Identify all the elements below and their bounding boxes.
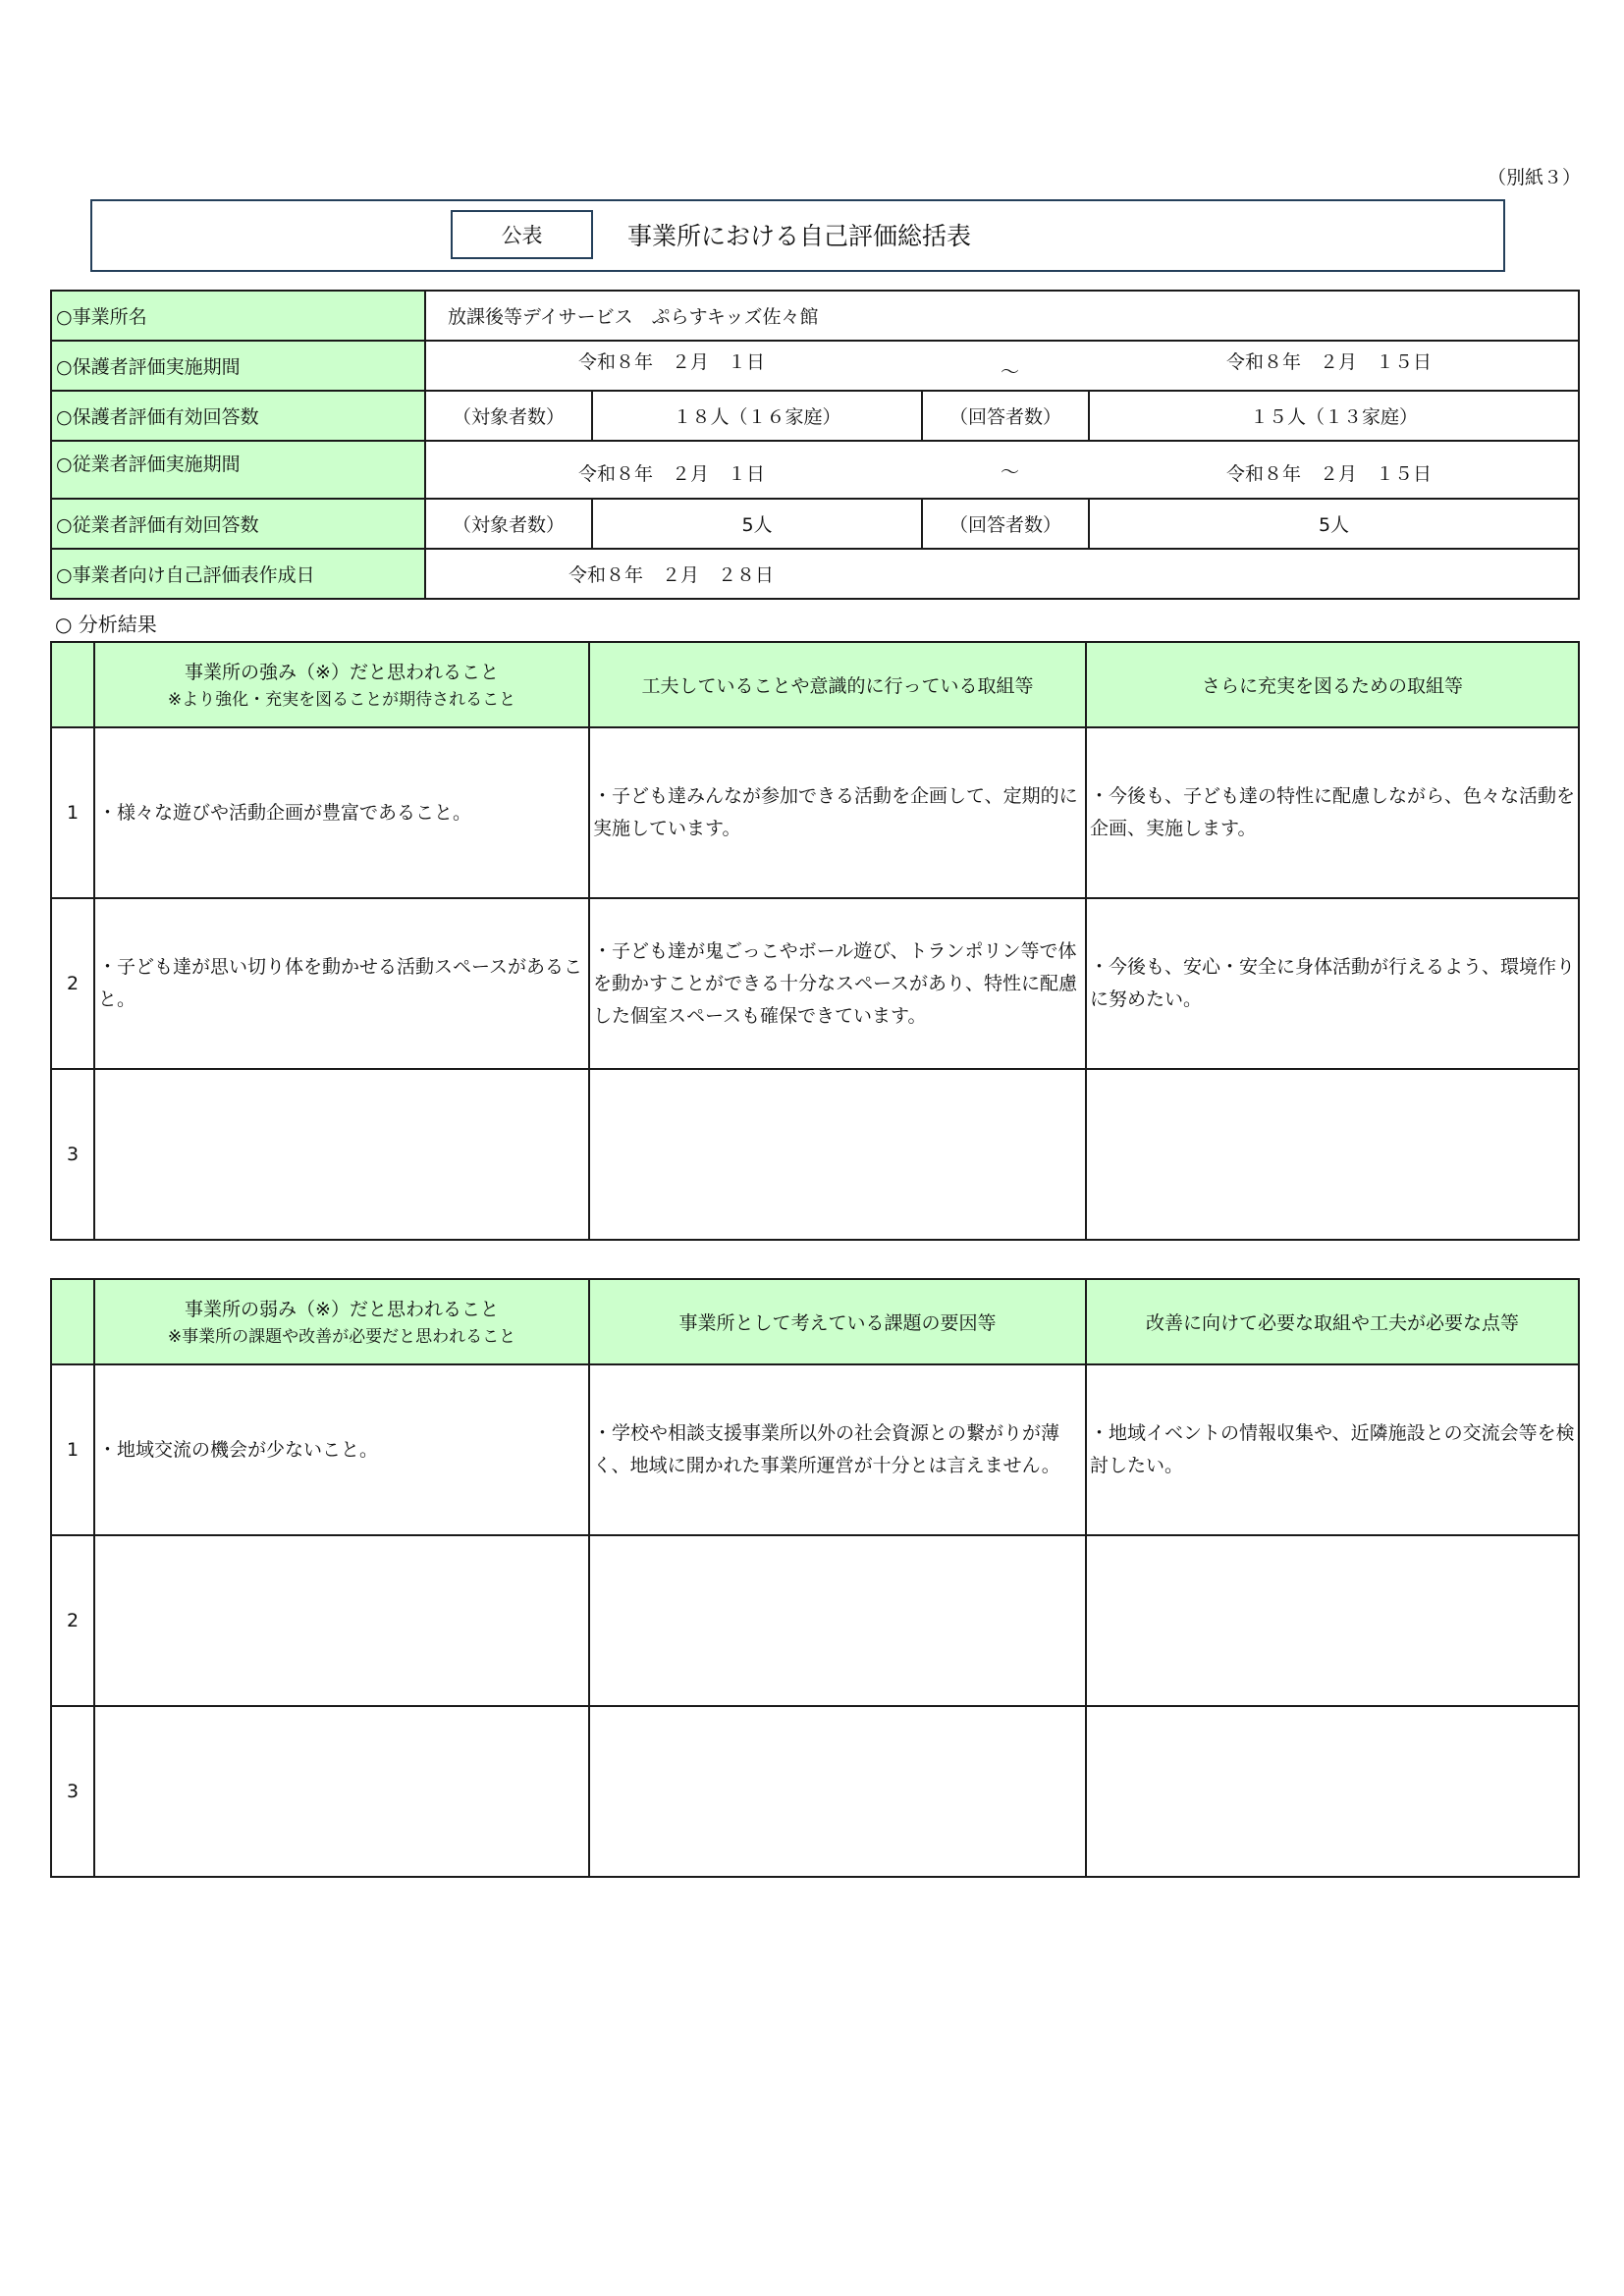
cause-cell [589,1535,1086,1706]
strengths-header-row [51,642,1579,727]
staff-respondent-label: （回答者数） [922,499,1089,549]
analysis-section-label: ○ 分析結果 [55,613,157,636]
strengths-header-col1-note: ※より強化・充実を図ることが期待されること [167,689,516,710]
table-row [51,898,1579,1069]
staff-target-value: 5人 [592,499,922,549]
guardian-target-label: （対象者数） [425,391,592,441]
enhancement-cell [1086,1069,1579,1240]
facility-name-label: ○事業所名 [51,291,425,341]
guardian-respondent-value: １５人（１３家庭） [1089,391,1579,441]
row-number: 1 [51,1364,94,1535]
info-row-facility-name [51,291,1579,341]
staff-period-value [425,441,1579,499]
strengths-table [50,641,1580,1241]
weakness-cell [94,1535,589,1706]
weakness-cell: ・地域交流の機会が少ないこと。 [94,1364,589,1535]
info-row-created-date [51,549,1579,599]
row-number: 2 [51,1535,94,1706]
guardian-period-label: ○保護者評価実施期間 [51,341,425,391]
table-row [51,1535,1579,1706]
improvement-cell: ・地域イベントの情報収集や、近隣施設との交流会等を検討したい。 [1086,1364,1579,1535]
weaknesses-header-col1-main: 事業所の弱み（※）だと思われること [185,1298,499,1320]
cause-cell [589,1706,1086,1877]
header-number-cell [51,1279,94,1364]
info-row-staff-responses [51,499,1579,549]
title-box [90,199,1505,272]
created-date-value: 令和８年 ２月 ２８日 [425,549,1579,599]
weaknesses-header-col2: 事業所として考えている課題の要因等 [589,1279,1086,1364]
guardian-responses-label: ○保護者評価有効回答数 [51,391,425,441]
facility-name-value: 放課後等デイサービス ぷらすキッズ佐々館 [425,291,1579,341]
staff-period-to: 令和８年 ２月 １５日 [1226,463,1433,485]
table-row [51,1706,1579,1877]
guardian-period-value [425,341,1579,391]
guardian-period-separator: ～ [1001,361,1020,383]
info-row-guardian-responses [51,391,1579,441]
row-number: 1 [51,727,94,898]
strengths-header-col1 [94,642,589,727]
public-badge: 公表 [451,210,593,259]
strength-cell [94,1069,589,1240]
cause-cell: ・学校や相談支援事業所以外の社会資源との繋がりが薄く、地域に開かれた事業所運営が十分とは言えません。 [589,1364,1086,1535]
row-number: 2 [51,898,94,1069]
row-number: 3 [51,1069,94,1240]
guardian-period-to: 令和８年 ２月 １５日 [1226,351,1433,373]
strength-cell: ・子ども達が思い切り体を動かせる活動スペースがあること。 [94,898,589,1069]
weakness-cell [94,1706,589,1877]
info-row-guardian-period [51,341,1579,391]
appendix-label: （別紙３） [1488,167,1582,188]
strengths-header-col2: 工夫していることや意識的に行っている取組等 [589,642,1086,727]
weaknesses-header-row [51,1279,1579,1364]
effort-cell: ・子ども達が鬼ごっこやボール遊び、トランポリン等で体を動かすことができる十分なスペースがあり、特性に配慮した個室スペースも確保できています。 [589,898,1086,1069]
row-number: 3 [51,1706,94,1877]
strengths-header-col3: さらに充実を図るための取組等 [1086,642,1579,727]
weaknesses-header-col3: 改善に向けて必要な取組や工夫が必要な点等 [1086,1279,1579,1364]
effort-cell: ・子ども達みんなが参加できる活動を企画して、定期的に実施しています。 [589,727,1086,898]
strength-cell: ・様々な遊びや活動企画が豊富であること。 [94,727,589,898]
table-row [51,727,1579,898]
header-number-cell [51,642,94,727]
staff-period-from: 令和８年 ２月 １日 [578,463,766,485]
page-title: 事業所における自己評価総括表 [627,222,972,250]
staff-period-label: ○従業者評価実施期間 [51,441,425,499]
enhancement-cell: ・今後も、安心・安全に身体活動が行えるよう、環境作りに努めたい。 [1086,898,1579,1069]
staff-respondent-value: 5人 [1089,499,1579,549]
guardian-period-from: 令和８年 ２月 １日 [578,351,766,373]
staff-target-label: （対象者数） [425,499,592,549]
improvement-cell [1086,1535,1579,1706]
info-row-staff-period [51,441,1579,499]
table-row [51,1364,1579,1535]
created-date-label: ○事業者向け自己評価表作成日 [51,549,425,599]
weaknesses-table [50,1278,1580,1878]
strengths-header-col1-main: 事業所の強み（※）だと思われること [185,661,499,683]
weaknesses-header-col1 [94,1279,589,1364]
table-row [51,1069,1579,1240]
guardian-respondent-label: （回答者数） [922,391,1089,441]
effort-cell [589,1069,1086,1240]
enhancement-cell: ・今後も、子ども達の特性に配慮しながら、色々な活動を企画、実施します。 [1086,727,1579,898]
improvement-cell [1086,1706,1579,1877]
staff-responses-label: ○従業者評価有効回答数 [51,499,425,549]
guardian-target-value: １８人（１６家庭） [592,391,922,441]
weaknesses-header-col1-note: ※事業所の課題や改善が必要だと思われること [167,1326,516,1347]
staff-period-separator: ～ [1001,461,1020,483]
facility-info-table [50,290,1580,600]
